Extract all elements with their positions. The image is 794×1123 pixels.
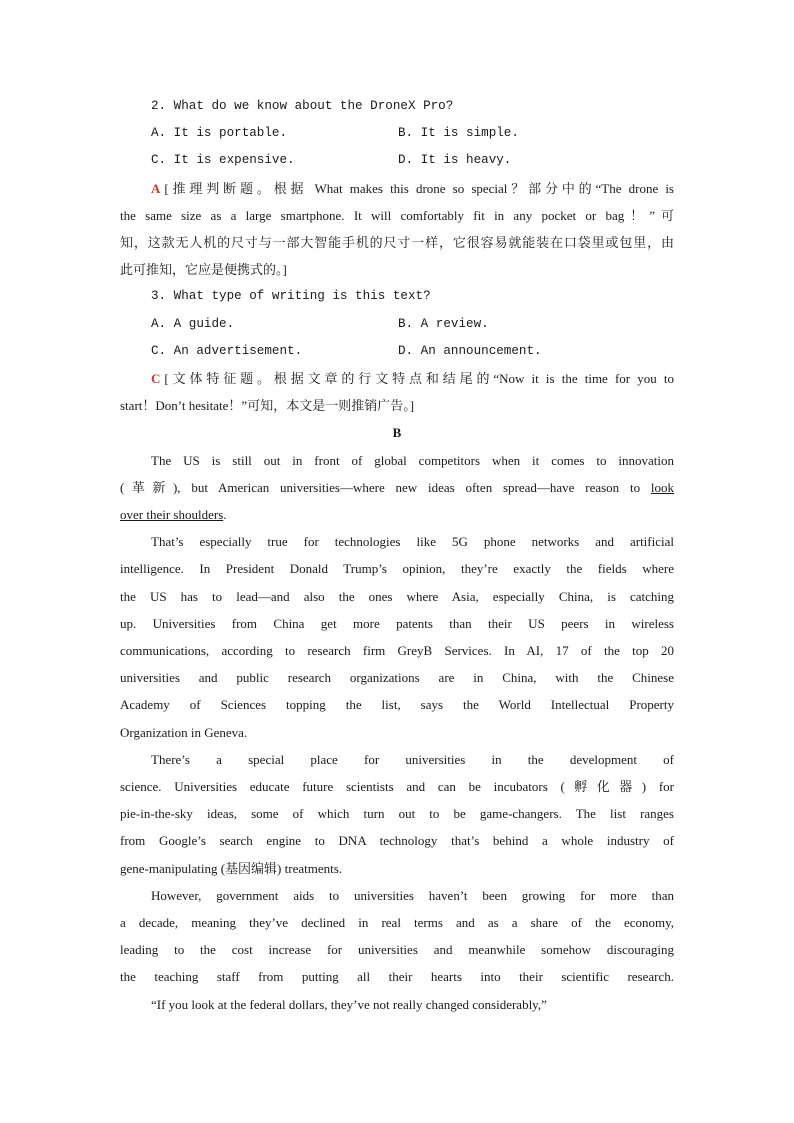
p3-line-4: from Google’s search engine to DNA technology that’s behind a whole industry of (120, 833, 674, 849)
q2-option-a: A. It is portable. (151, 126, 288, 141)
q3-option-a: A. A guide. (151, 316, 235, 331)
p4-line-4: the teaching staff from putting all their hearts into their scientific research. (120, 969, 674, 985)
paragraph-1 (120, 447, 674, 529)
p2-line-6: universities and public research organizations are in China, with the Chinese (120, 670, 674, 686)
question-3-options-row-2 (120, 338, 674, 365)
q2-explanation (120, 175, 674, 284)
question-3-options-row-1 (120, 311, 674, 338)
p3-line-1: There’s a special place for universities in the development of (151, 751, 674, 767)
question-2: 2. What do we know about the DroneX Pro? (151, 99, 454, 113)
section-title: B (392, 425, 402, 441)
paragraph-3 (120, 746, 674, 882)
question-2-options-row-2 (120, 147, 674, 174)
q2-answer-letter: A (151, 180, 161, 196)
p3-line-5: gene-manipulating (基因编辑) treatments. (120, 860, 343, 876)
question-3: 3. What type of writing is this text? (151, 289, 431, 304)
p5-line-1: “If you look at the federal dollars, they’ve not really changed considerably,” (151, 996, 547, 1012)
p2-line-8: Organization in Geneva. (120, 724, 248, 740)
p2-line-3: the US has to lead—and also the ones where Asia, especially China, is catching (120, 588, 674, 604)
q3-option-b: B. A review. (398, 316, 489, 331)
page-content (120, 93, 674, 1018)
p1-underlined-look: look (650, 479, 674, 495)
q2-expl-line-3: 知，这款无人机的尺寸与一部大智能手机的尺寸一样，它很容易就能装在口袋里或包里，由 (120, 234, 674, 250)
paragraph-2 (120, 528, 674, 746)
q3-explanation (120, 365, 674, 419)
p1-line-2: (革新), but American universities—where new ideas often spread—have reason to (120, 479, 651, 495)
q2-option-c: C. It is expensive. (151, 153, 295, 168)
p2-line-2: intelligence. In President Donald Trump’s opinion, they’re exactly the fields where (120, 561, 674, 577)
q3-option-d: D. An announcement. (398, 343, 542, 358)
q3-expl-line-2: start！Don’t hesitate！”可知，本文是一则推销广告。] (120, 398, 415, 414)
p2-line-1: That’s especially true for technologies like 5G phone networks and artificial (151, 534, 674, 550)
p4-line-3: leading to the cost increase for universities and meanwhile somehow discouraging (120, 942, 674, 958)
question-2-options-row-1 (120, 120, 674, 147)
p1-line-1: The US is still out in front of global competitors when it comes to innovation (151, 452, 674, 468)
q2-expl-line-2: the same size as a large smartphone. It will comfortably fit in any pocket or bag！”可 (120, 207, 674, 223)
paragraph-5 (120, 991, 674, 1018)
p2-line-4: up. Universities from China get more patents than their US peers in wireless (120, 615, 674, 631)
p3-line-3: pie-in-the-sky ideas, some of which turn out to be game-changers. The list ranges (120, 806, 674, 822)
q3-option-c: C. An advertisement. (151, 343, 303, 358)
q2-option-d: D. It is heavy. (398, 153, 512, 168)
p2-line-5: communications, according to research firm GreyB Services. In AI, 17 of the top 20 (120, 643, 674, 658)
p1-underlined-phrase: over their shoulders (120, 506, 224, 522)
p4-line-2: a decade, meaning they’ve declined in real terms and as a share of the economy, (120, 915, 674, 931)
q2-option-b: B. It is simple. (398, 126, 519, 141)
q3-expl-line-1: [文体特征题。根据文章的行文特点和结尾的“Now it is the time for you to (164, 370, 674, 386)
q3-answer-letter: C (151, 370, 161, 386)
q2-expl-line-4: 此可推知，它应是便携式的。] (120, 262, 287, 278)
paragraph-4 (120, 882, 674, 991)
p4-line-1: However, government aids to universities haven’t been growing for more than (151, 887, 674, 903)
p1-period: . (223, 506, 227, 522)
p3-line-2: science. Universities educate future scientists and can be incubators (孵化器) for (120, 779, 674, 795)
p2-line-7: Academy of Sciences topping the list, says the World Intellectual Property (120, 697, 674, 713)
q2-expl-line-1: [推理判断题。根据 What makes this drone so special？部分中的“The drone is (164, 180, 674, 196)
